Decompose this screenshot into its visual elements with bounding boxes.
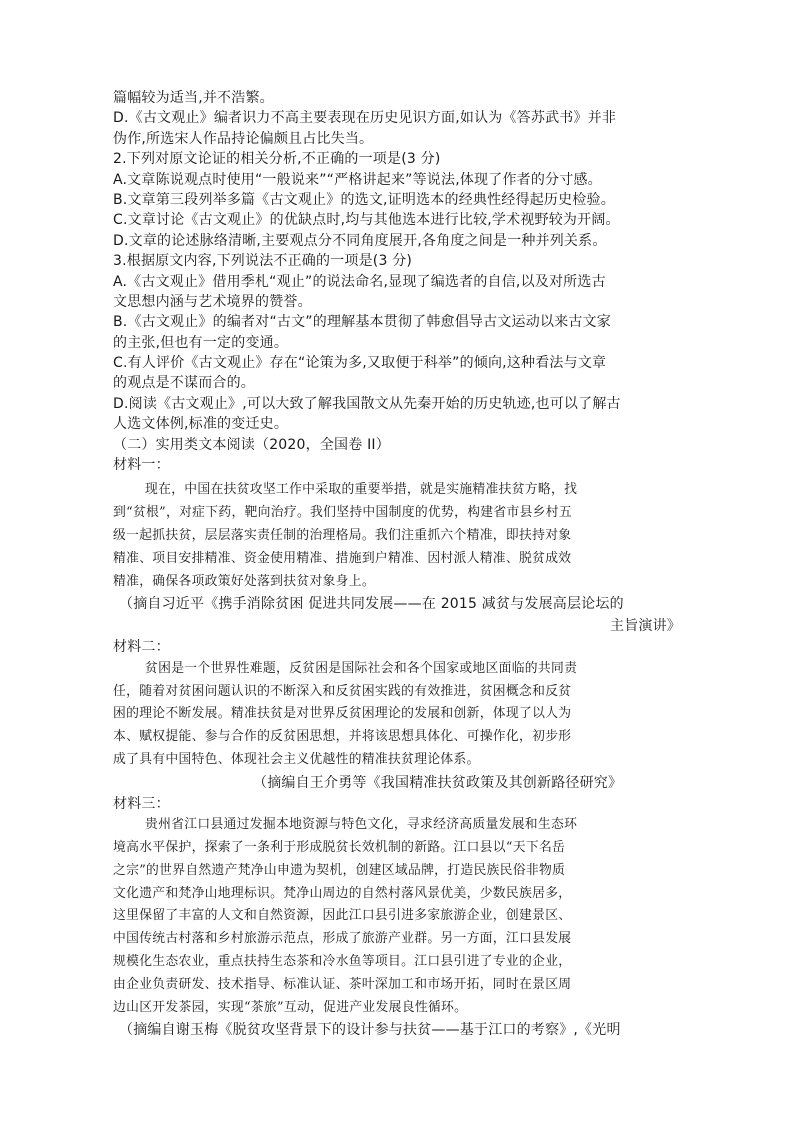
material-3-line: 贵州省江口县通过发掘本地资源与特色文化，寻求经济高质量发展和生态环 (145, 817, 578, 833)
q3-option-a-cont: 文思想内涵与艺术境界的赞誉。 (113, 293, 312, 310)
material-3-line: 文化遗产和梵净山地理标识。梵净山周边的自然村落风景优美，少数民族居多， (113, 885, 572, 901)
material-2-source: （摘编自王介勇等《我国精准扶贫政策及其创新路径研究》 (253, 774, 623, 791)
material-2-line: 成了具有中国特色、体现社会主义优越性的精准扶贫理论体系。 (113, 751, 480, 767)
material-3-line: 境高水平保护，探索了一条利于形成脱贫长效机制的新路。江口县以“天下名岳 (113, 839, 566, 855)
material-3-line: 规模化生态农业，重点扶持生态茶和冷水鱼等项目。江口县引进了专业的企业， (113, 953, 572, 969)
material-2 (113, 637, 681, 793)
q3-option-b: B.《古文观止》的编者对“古文”的理解基本贯彻了韩愈倡导古文运动以来古文家 (113, 314, 611, 331)
option-d-text-cont: 伪作,所选宋人作品持论偏颇且占比失当。 (113, 130, 374, 147)
q3-option-b-cont: 的主张,但也有一定的变通。 (113, 334, 289, 351)
material-2-line: 困的理论不断发展。精准扶贫是对世界反贫困理论的发展和创新，体现了以人为 (113, 706, 572, 722)
question-3: 3.根据原文内容,下列说法不正确的一项是(3 分) (113, 253, 413, 270)
material-1-source: （摘自习近平《携手消除贫困 促进共同发展——在 2015 减贫与发展高层论坛的 (119, 596, 624, 613)
q2-option-b: B.文章第三段列举多篇《古文观止》的选文,证明选本的经典性经得起历史检验。 (113, 191, 615, 208)
material-2-line: 贫困是一个世界性难题，反贫困是国际社会和各个国家或地区面临的共同责 (145, 660, 578, 676)
material-2-line: 本、赋权提能、参与合作的反贫困思想，并将该思想具体化、可操作化，初步形 (113, 729, 572, 745)
material-1 (113, 455, 681, 637)
q2-option-c: C.文章讨论《古文观止》的优缺点时,均与其他选本进行比较,学术视野较为开阔。 (113, 212, 620, 229)
material-1-source-cont: 主旨演讲》 (610, 618, 681, 635)
text-line: 篇幅较为适当,并不浩繁。 (113, 90, 274, 106)
q2-option-d: D.文章的论述脉络清晰,主要观点分不同角度展开,各角度之间是一种并列关系。 (113, 232, 607, 249)
material-1-line: 级一起抓扶贫，层层落实责任制的治理格局。我们注重抓六个精准，即扶持对象 (113, 528, 572, 544)
question-section (113, 88, 681, 455)
material-3-label: 材料三： (113, 795, 170, 812)
section-heading: （二）实用类文本阅读（2020，全国卷 II） (113, 436, 390, 453)
material-3-line: 之宗”的世界自然遗产梵净山申遗为契机，创建区域品牌，打造民族民俗非物质 (113, 862, 566, 878)
material-3-line: 由企业负责研发、技术指导、标准认证、茶叶深加工和市场开拓，同时在景区周 (113, 976, 572, 992)
material-1-line: 精准，确保各项政策好处落到扶贫对象身上。 (113, 573, 375, 589)
option-d-text: D.《古文观止》编者识力不高主要表现在历史见识方面,如认为《答苏武书》并非 (113, 110, 617, 127)
q2-option-a: A.文章陈说观点时使用“一般说来”“严格讲起来”等说法,体现了作者的分寸感。 (113, 171, 602, 188)
material-3-line: 中国传统古村落和乡村旅游示范点，形成了旅游产业群。另一方面，江口县发展 (113, 931, 572, 947)
material-2-label: 材料二： (113, 639, 170, 656)
q3-option-d: D.阅读《古文观止》,可以大致了解我国散文从先秦开始的历史轨迹,也可以了解古 (113, 395, 621, 412)
material-1-line: 现在，中国在扶贫攻坚工作中采取的重要举措，就是实施精准扶贫方略，找 (145, 482, 578, 498)
material-1-label: 材料一： (113, 457, 170, 474)
q3-option-a: A.《古文观止》借用季札“观止”的说法命名,显现了编选者的自信,以及对所选古 (113, 273, 606, 290)
q3-option-c: C.有人评价《古文观止》存在“论策为多,又取便于科举”的倾向,这种看法与文章 (113, 355, 607, 372)
document-page (113, 88, 681, 1041)
q3-option-d-cont: 人选文体例,标准的变迁史。 (113, 416, 289, 433)
q3-option-c-cont: 的观点是不谋而合的。 (113, 375, 255, 392)
material-3-line: 边山区开发茶园，实现“茶旅”互动，促进产业发展良性循环。 (113, 999, 468, 1015)
material-3-source: （摘编自谢玉梅《脱贫攻坚背景下的设计参与扶贫——基于江口的考察》,《光明 (119, 1022, 621, 1039)
material-3 (113, 794, 681, 1042)
question-2: 2.下列对原文论证的相关分析,不正确的一项是(3 分) (113, 151, 441, 168)
material-3-line: 这里保留了丰富的人文和自然资源，因此江口县引进多家旅游企业，创建景区、 (113, 908, 572, 924)
material-2-line: 任，随着对贫困问题认识的不断深入和反贫困实践的有效推进，贫困概念和反贫 (113, 683, 572, 699)
material-1-line: 精准、项目安排精准、资金使用精准、措施到户精准、因村派人精准、脱贫成效 (113, 550, 572, 566)
material-1-line: 到“贫根”，对症下药，靶向治疗。我们坚持中国制度的优势，构建省市县乡村五 (113, 505, 572, 521)
